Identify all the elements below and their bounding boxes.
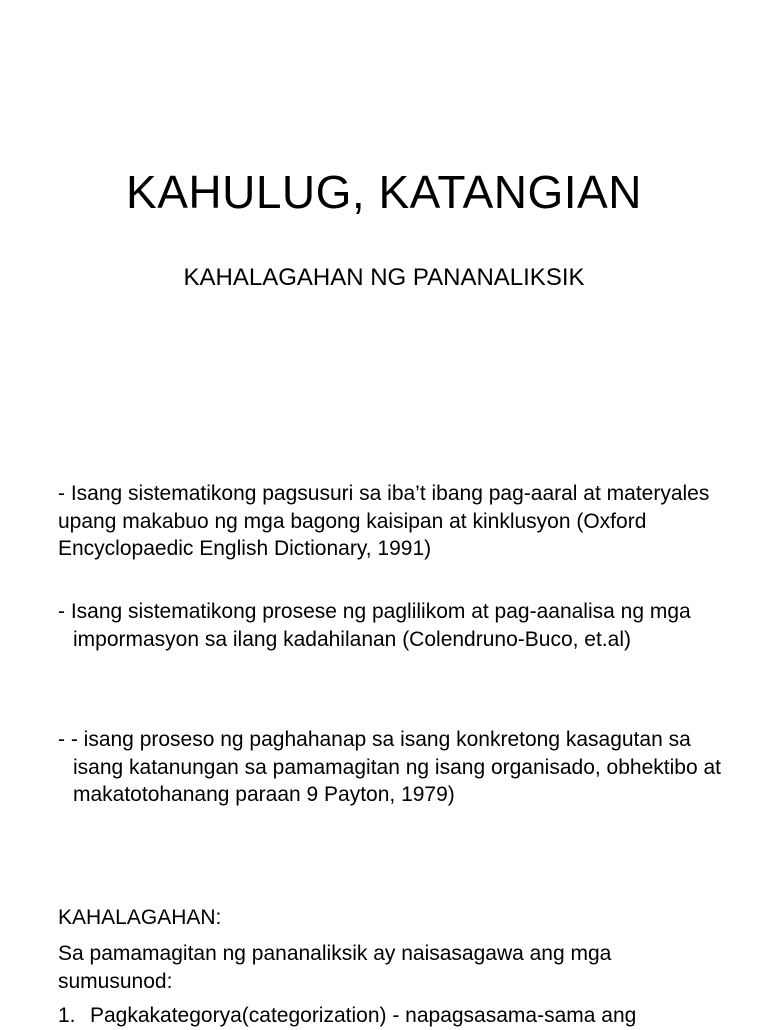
slide-subtitle: KAHALAGAHAN NG PANANALIKSIK xyxy=(183,264,585,291)
list-item-number: 1. xyxy=(58,1004,76,1027)
importance-intro: Sa pamamagitan ng pananaliksik ay naisasagawa ang mga sumusunod: xyxy=(58,942,612,993)
definition-3: - - isang proseso ng paghahanap sa isang konkretong kasagutan sa isang katanungan sa pamamagitan ng isang organisado, obhektibo at makatotohanang paraan 9 Payton, 1979) xyxy=(58,728,721,806)
importance-heading: KAHALAGAHAN: xyxy=(58,906,222,929)
definition-1: - Isang sistematikong pagsusuri sa iba’t ibang pag-aaral at materyales upang makabuo ng mga bagong kaisipan at kinklusyon (Oxford Encyclopaedic English Dictionary, 1991) xyxy=(58,482,710,560)
definition-2: - Isang sistematikong prosese ng paglilikom at pag-aanalisa ng mga impormasyon sa ilang kadahilanan (Colendruno-Buco, et.al) xyxy=(58,600,691,651)
list-item-text: Pagkakategorya(categorization) - napagsasama-sama ang xyxy=(90,1004,637,1027)
slide-title: KAHULUG, KATANGIAN xyxy=(126,166,642,218)
importance-list-item xyxy=(58,1002,718,1030)
